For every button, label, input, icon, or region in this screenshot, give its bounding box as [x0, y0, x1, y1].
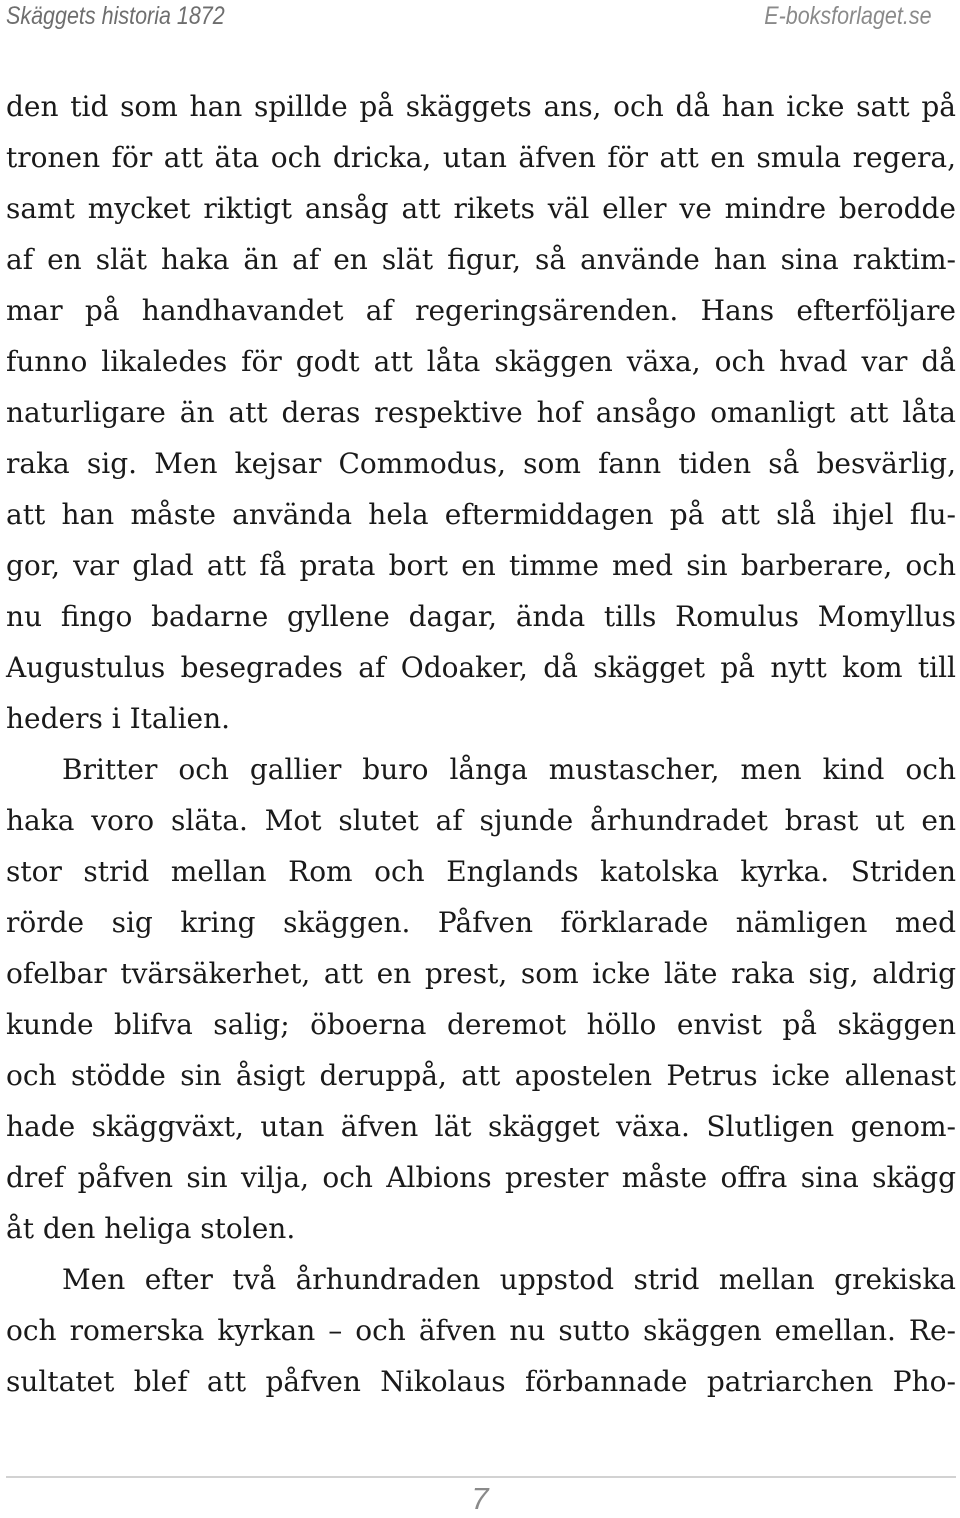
running-title: Skäggets historia 1872: [6, 2, 225, 30]
text-line: naturligare än att deras respektive hof ansågo omanligt att låta: [6, 396, 956, 429]
publisher-name: E-boksforlaget.se: [764, 2, 932, 30]
text-line: sultatet blef att påfven Nikolaus förbannade patriarchen Pho-: [6, 1365, 956, 1398]
text-line: och stödde sin åsigt deruppå, att apostelen Petrus icke allenast: [6, 1059, 956, 1092]
text-line: stor strid mellan Rom och Englands katolska kyrka. Striden: [6, 855, 956, 888]
text-line: tronen för att äta och dricka, utan äfven för att en smula regera,: [6, 141, 956, 174]
text-line: heders i Italien.: [6, 702, 231, 735]
footer-divider: [6, 1476, 956, 1478]
text-line: dref påfven sin vilja, och Albions prester måste offra sina skägg: [6, 1161, 956, 1194]
text-line: samt mycket riktigt ansåg att rikets väl eller ve mindre berodde: [6, 192, 956, 225]
text-line: nu fingo badarne gyllene dagar, ända tills Romulus Momyllus: [6, 600, 956, 633]
text-line: mar på handhavandet af regeringsärenden. Hans efterföljare: [6, 294, 956, 327]
text-line: hade skäggväxt, utan äfven lät skägget växa. Slutligen genom-: [6, 1110, 956, 1143]
text-line: haka voro släta. Mot slutet af sjunde århundradet brast ut en: [6, 804, 956, 837]
text-line: raka sig. Men kejsar Commodus, som fann tiden så besvärlig,: [6, 447, 956, 480]
text-line: Men efter två århundraden uppstod strid mellan grekiska: [62, 1263, 956, 1296]
text-line: att han måste använda hela eftermiddagen på att slå ihjel flu-: [6, 498, 956, 531]
text-line: Augustulus besegrades af Odoaker, då skägget på nytt kom till: [6, 651, 956, 684]
text-line: gor, var glad att få prata bort en timme med sin barberare, och: [6, 549, 956, 582]
text-line: Britter och gallier buro långa mustascher, men kind och: [62, 753, 956, 786]
text-line: funno likaledes för godt att låta skäggen växa, och hvad var då: [6, 345, 956, 378]
text-line: kunde blifva salig; öboerna deremot höllo envist på skäggen: [6, 1008, 956, 1041]
body-text: [6, 81, 956, 1407]
text-line: ofelbar tvärsäkerhet, att en prest, som icke läte raka sig, aldrig: [6, 957, 956, 990]
text-line: den tid som han spillde på skäggets ans, och då han icke satt på: [6, 90, 956, 123]
text-line: rörde sig kring skäggen. Påfven förklarade nämligen med: [6, 906, 956, 939]
text-line: af en slät haka än af en slät figur, så använde han sina raktim-: [6, 243, 956, 276]
text-line: åt den heliga stolen.: [6, 1212, 296, 1245]
page-number: 7: [471, 1481, 489, 1516]
text-line: och romerska kyrkan – och äfven nu sutto skäggen emellan. Re-: [6, 1314, 956, 1347]
